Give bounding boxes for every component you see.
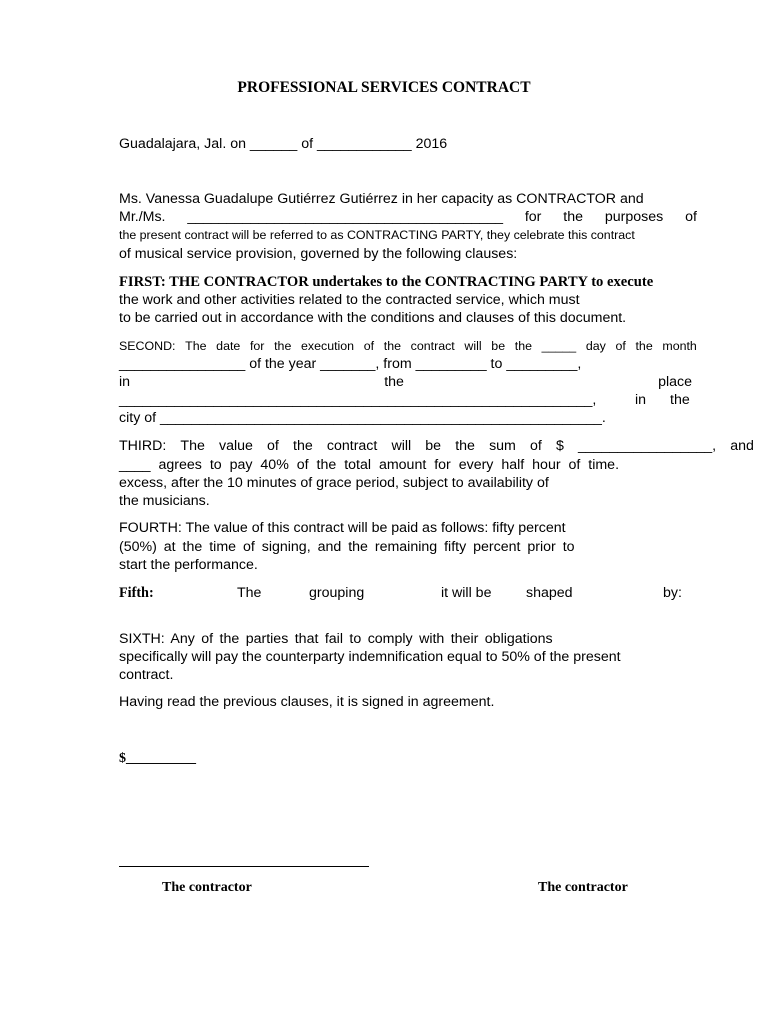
intro-word: purposes: [604, 209, 664, 225]
second-word: execution: [301, 339, 355, 353]
second-word: the: [514, 339, 532, 353]
second-clause-line-3: [119, 373, 692, 391]
second-word: the: [384, 374, 404, 390]
second-word: of: [615, 339, 626, 353]
third-clause-line-1: [119, 437, 754, 455]
second-clause-line-2: ________________ of the year _______, from _________ to _________,: [119, 356, 582, 372]
second-word: the: [274, 339, 292, 353]
intro-word: for: [524, 209, 542, 225]
third-clause-line-4: the musicians.: [119, 493, 210, 509]
third-clause-line-2: ____ agrees to pay 40% of the total amount for every half hour of time.: [119, 457, 620, 473]
signature-label-left: The contractor: [162, 880, 252, 895]
second-word: the: [635, 339, 653, 353]
first-clause-line-2: the work and other activities related to the contracted service, which must: [119, 292, 580, 308]
intro-word: Mr./Ms.: [119, 209, 166, 225]
fifth-label: Fifth:: [119, 585, 154, 601]
fifth-word: it will be: [441, 585, 492, 601]
third-word: contract: [326, 438, 378, 454]
third-word: will: [391, 438, 412, 454]
sixth-clause-line-1: SIXTH: Any of the parties that fail to comply with their obligations: [119, 631, 553, 647]
second-word: SECOND:: [119, 339, 176, 353]
second-word: be: [491, 339, 506, 353]
intro-line-4: of musical service provision, governed by the following clauses:: [119, 246, 518, 262]
intro-line-1: Ms. Vanessa Guadalupe Gutiérrez Gutiérrez in her capacity as CONTRACTOR and: [119, 191, 644, 207]
second-word: The: [185, 339, 207, 353]
second-clause-line-4: [119, 391, 692, 409]
second-word: ____________________________________________________________,: [119, 392, 597, 408]
intro-line-2: [119, 208, 697, 226]
first-clause-line-3: to be carried out in accordance with the conditions and clauses of this document.: [119, 310, 627, 326]
date-line: Guadalajara, Jal. on ______ of ____________ 2016: [119, 136, 448, 152]
second-clause-line-1: [119, 337, 697, 355]
second-word: day: [585, 339, 606, 353]
third-word: sum: [489, 438, 516, 454]
intro-line-3: the present contract will be referred to as CONTRACTING PARTY, they celebrate this contract: [119, 228, 635, 242]
intro-word: of: [685, 209, 697, 225]
third-word: and: [730, 438, 754, 454]
intro-word: the: [563, 209, 583, 225]
second-clause-line-5: city of ________________________________________________________.: [119, 410, 606, 426]
second-word: in: [635, 392, 647, 408]
second-word: of: [363, 339, 375, 353]
signature-line: [119, 866, 369, 867]
second-word: in: [119, 374, 131, 390]
second-word: month: [662, 339, 697, 353]
second-word: date: [216, 339, 241, 353]
intro-word: ________________________________________: [187, 209, 503, 225]
fifth-word: shaped: [526, 585, 573, 601]
third-word: the: [455, 438, 475, 454]
sixth-clause-line-3: contract.: [119, 667, 174, 683]
second-word: will: [464, 339, 482, 353]
third-word: _________________,: [577, 438, 717, 454]
signature-label-right: The contractor: [538, 880, 628, 895]
third-word: value: [219, 438, 253, 454]
fifth-word: by:: [663, 585, 682, 601]
first-clause-line-1: FIRST: THE CONTRACTOR undertakes to the CONTRACTING PARTY to execute: [119, 274, 654, 290]
fourth-clause-line-1: FOURTH: The value of this contract will be paid as follows: fifty percent: [119, 520, 566, 536]
sixth-clause-line-2: specifically will pay the counterparty indemnification equal to 50% of the present: [119, 649, 621, 665]
third-word: of: [530, 438, 542, 454]
second-word: _____: [541, 339, 577, 353]
third-clause-line-3: excess, after the 10 minutes of grace period, subject to availability of: [119, 475, 549, 491]
second-word: the: [383, 339, 401, 353]
third-word: of: [267, 438, 279, 454]
second-word: for: [249, 339, 265, 353]
page-title: PROFESSIONAL SERVICES CONTRACT: [237, 79, 531, 96]
closing-statement: Having read the previous clauses, it is signed in agreement.: [119, 694, 495, 710]
amount-field: $__________: [119, 751, 196, 766]
third-word: be: [425, 438, 442, 454]
second-word: place: [658, 374, 692, 390]
second-word: contract: [410, 339, 455, 353]
fifth-word: grouping: [309, 585, 365, 601]
fifth-word: The: [237, 585, 262, 601]
third-word: THIRD:: [119, 438, 167, 454]
second-word: the: [670, 392, 690, 408]
third-word: the: [293, 438, 313, 454]
fourth-clause-line-3: start the performance.: [119, 557, 258, 573]
third-word: $: [555, 438, 564, 454]
third-word: The: [180, 438, 205, 454]
fourth-clause-line-2: (50%) at the time of signing, and the remaining fifty percent prior to: [119, 539, 575, 555]
